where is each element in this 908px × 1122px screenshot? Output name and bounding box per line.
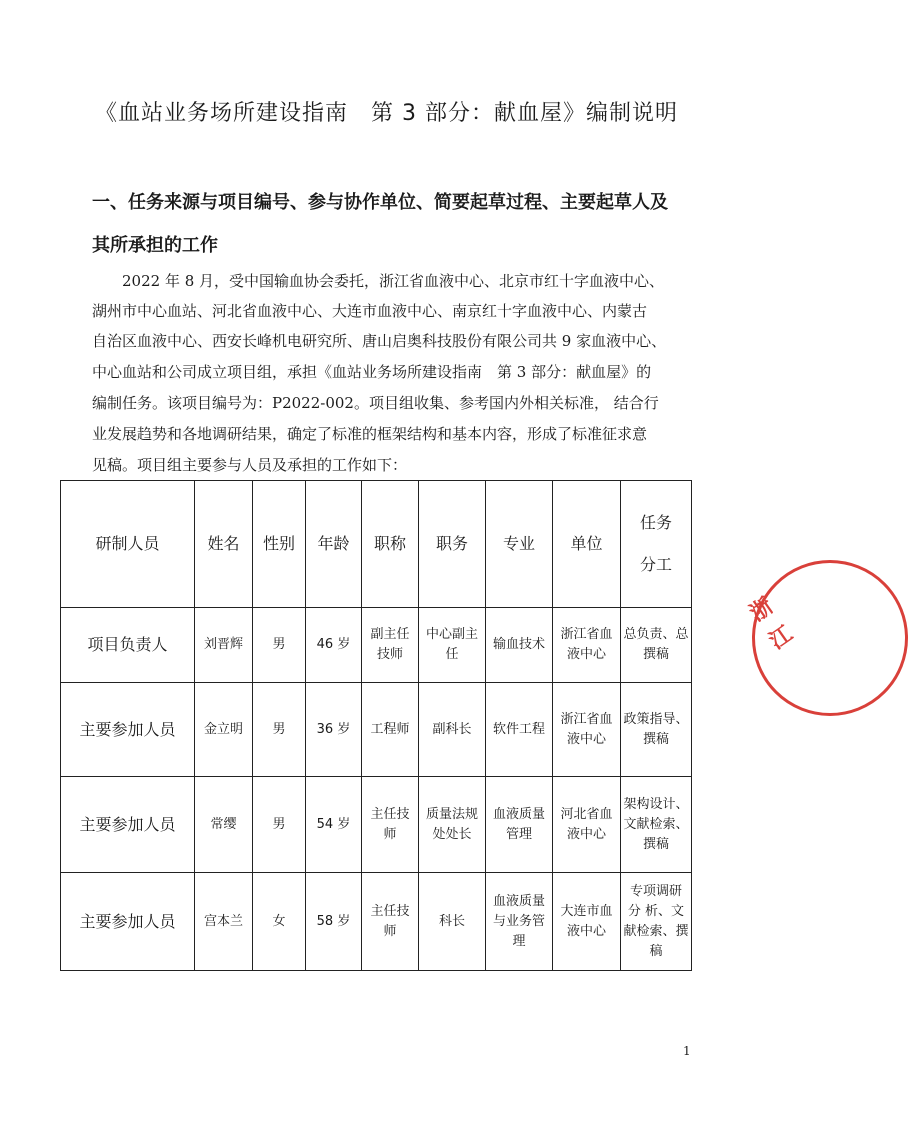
cell-age: 36 岁 [306,683,362,777]
header-unit: 单位 [553,481,621,608]
cell-line: 中心副主 [425,627,478,642]
cell-age: 54 岁 [306,777,362,873]
table-row [61,683,692,777]
table-row [61,777,692,873]
cell-line: 副主任 [370,627,410,642]
header-name: 姓名 [195,481,253,608]
cell-unit [553,873,621,971]
cell-line: 撰稿 [642,836,669,852]
cell-age: 58 岁 [306,873,362,971]
cell-line: 技师 [376,647,403,662]
cell-unit [553,608,621,683]
cell-title [362,777,419,873]
cell-role: 主要参加人员 [61,777,195,873]
cell-position [419,683,486,777]
paragraph-line: 2022 年 8 月，受中国输血协会委托，浙江省血液中心、北京市红十字血液中心、 [122,272,665,290]
cell-line: 液中心 [566,731,606,747]
cell-line: 工程师 [370,721,410,737]
cell-line: 浙江省血 [560,627,613,642]
cell-task [621,683,692,777]
cell-line: 软件工程 [492,721,545,737]
cell-title [362,608,419,683]
cell-name: 常缨 [195,777,253,873]
cell-line: 文献检索、 [623,816,689,832]
cell-line: 师 [383,923,397,939]
cell-line: 副科长 [432,721,472,737]
cell-line: 血液质量 [492,893,545,909]
cell-line: 质量法规 [425,806,478,822]
section-heading-line-1: 一、任务来源与项目编号、参与协作单位、简要起草过程、主要起草人及 [92,192,668,213]
seal-text: 浙江 [745,593,798,655]
cell-line: 理 [512,933,526,949]
cell-line: 主任技 [370,903,410,919]
paragraph-line: 中心血站和公司成立项目组，承担《血站业务场所建设指南 第 3 部分：献血屋》的 [92,363,652,381]
header-title: 职称 [362,481,419,608]
cell-line: 大连市血 [560,903,613,919]
cell-line: 任 [445,647,459,662]
paragraph-line: 编制任务。该项目编号为：P2022-002。项目组收集、参考国内外相关标准， 结合行 [92,394,659,412]
page-number: 1 [683,1044,691,1058]
cell-unit [553,683,621,777]
cell-line: 撰稿 [642,647,669,662]
cell-line: 河北省血 [560,806,613,822]
cell-line: 浙江省血 [560,711,613,727]
cell-line: 分 析、文 [627,903,685,919]
cell-role: 项目负责人 [61,608,195,683]
paragraph-line: 见稿。项目组主要参与人员及承担的工作如下： [92,456,408,474]
paragraph-line: 业发展趋势和各地调研结果，确定了标准的框架结构和基本内容，形成了标准征求意 [92,425,648,443]
cell-specialty [486,873,553,971]
cell-specialty [486,608,553,683]
cell-line: 液中心 [566,923,606,939]
cell-title [362,683,419,777]
cell-position [419,777,486,873]
cell-specialty [486,683,553,777]
cell-name: 金立明 [195,683,253,777]
cell-line: 液中心 [566,647,606,662]
cell-gender: 女 [253,873,306,971]
cell-line: 稿 [649,943,663,959]
cell-line: 液中心 [566,826,606,842]
table-row [61,873,692,971]
header-position: 职务 [419,481,486,608]
header-task-line: 分工 [639,555,672,574]
cell-line: 血液质量 [492,806,545,822]
cell-line: 主任技 [370,806,410,822]
header-age: 年龄 [306,481,362,608]
cell-specialty [486,777,553,873]
table-row [61,608,692,683]
cell-gender: 男 [253,777,306,873]
section-heading-line-2: 其所承担的工作 [92,235,218,256]
cell-line: 献检索、撰 [623,923,689,939]
staff-table [60,480,692,971]
cell-line: 政策指导、 [623,711,689,727]
cell-age: 46 岁 [306,608,362,683]
header-specialty: 专业 [486,481,553,608]
cell-task [621,608,692,683]
paragraph-line: 湖州市中心血站、河北省血液中心、大连市血液中心、南京红十字血液中心、内蒙古 [92,302,648,320]
cell-line: 总负责、总 [623,627,689,642]
cell-role: 主要参加人员 [61,873,195,971]
paragraph-line: 自治区血液中心、西安长峰机电研究所、唐山启奥科技股份有限公司共 9 家血液中心、 [92,332,667,350]
table-header-row [61,481,692,608]
cell-title [362,873,419,971]
cell-task [621,873,692,971]
cell-gender: 男 [253,683,306,777]
header-task-line: 任务 [639,513,672,532]
cell-task [621,777,692,873]
cell-line: 撰稿 [642,731,669,747]
cell-unit [553,777,621,873]
cell-position [419,873,486,971]
cell-name: 宫本兰 [195,873,253,971]
header-role: 研制人员 [61,481,195,608]
cell-line: 处处长 [432,826,472,842]
cell-line: 架构设计、 [623,796,689,812]
cell-line: 师 [383,826,397,842]
cell-line: 专项调研 [629,883,682,899]
cell-gender: 男 [253,608,306,683]
document-title: 《血站业务场所建设指南 第 3 部分：献血屋》编制说明 [95,101,678,126]
cell-line: 输血技术 [492,637,545,652]
cell-position [419,608,486,683]
header-task [621,481,692,608]
cell-line: 管理 [505,826,532,842]
cell-name: 刘晋辉 [195,608,253,683]
header-gender: 性别 [253,481,306,608]
cell-role: 主要参加人员 [61,683,195,777]
cell-line: 科长 [438,913,465,929]
cell-line: 与业务管 [492,913,545,929]
